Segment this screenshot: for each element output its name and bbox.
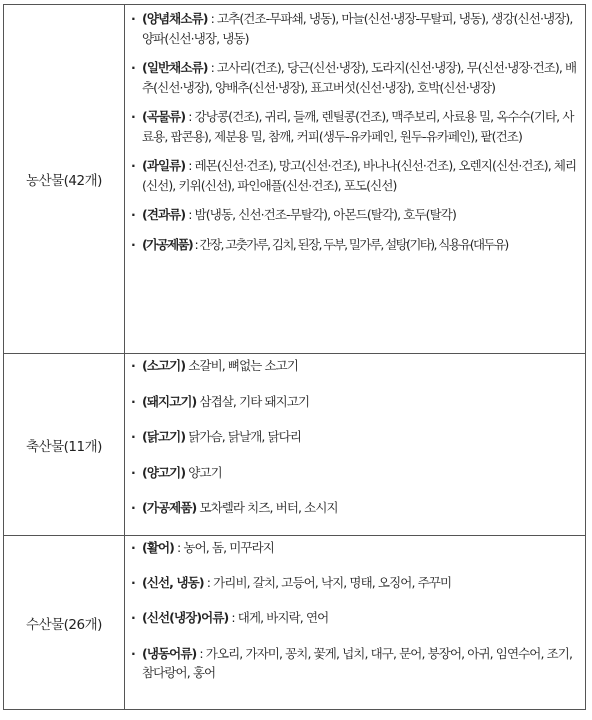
item-text [142, 463, 581, 483]
table-row-marine [4, 536, 586, 710]
table-row-livestock [4, 354, 586, 536]
bullet: · [131, 540, 135, 555]
import-items-table [3, 4, 586, 710]
item-value: : 간장, 고춧가루, 김치, 된장, 두부, 밀가루, 설탕(기타), 식용유(대두유) [192, 236, 508, 252]
item-key: (신선(냉장)어류) [142, 610, 229, 625]
item-value: 소갈비, 뼈없는 소고기 [185, 358, 299, 373]
list-item [131, 538, 581, 558]
item-key: (양고기) [142, 464, 186, 480]
item-text [142, 107, 581, 146]
list-item [131, 463, 581, 483]
list-item [131, 107, 581, 146]
bullet: · [131, 207, 135, 222]
item-value: : 가오리, 가자미, 꽁치, 꽃게, 넙치, 대구, 문어, 붕장어, 아귀, 임연수어, 조기, 참다랑어, 홍어 [142, 645, 573, 680]
item-key: (냉동어류) [142, 645, 197, 661]
item-text [142, 608, 581, 628]
item-text [142, 427, 581, 447]
items-cell [125, 536, 586, 710]
item-text [142, 156, 581, 195]
item-text [142, 235, 581, 255]
item-key: (양념채소류) [142, 11, 208, 26]
list-item [131, 427, 581, 447]
bullet: · [131, 645, 135, 661]
item-key: (활어) [142, 540, 174, 555]
bullet: · [131, 464, 135, 480]
list-item [131, 392, 581, 412]
item-key: (곡물류) [142, 109, 186, 124]
item-value: 모차렐라 치즈, 버터, 소시지 [196, 500, 338, 515]
items-cell [125, 354, 586, 536]
item-key: (닭고기) [142, 429, 186, 444]
item-text [142, 205, 581, 225]
bullet: · [131, 236, 135, 252]
item-value: : 강낭콩(건조), 귀리, 들깨, 렌틸콩(건조), 맥주보리, 사료용 밀, 옥수수(기타, 사료용, 팝콘용), 제분용 밀, 참깨, 커피(생두-유카페인, 원두-유카페인), 팥(건조) [142, 109, 574, 144]
item-key: (돼지고기) [142, 393, 197, 409]
bullet: · [131, 158, 135, 173]
item-value: : 농어, 돔, 미꾸라지 [173, 540, 274, 555]
item-value: : 가리비, 갈치, 고등어, 낙지, 명태, 오징어, 주꾸미 [203, 574, 452, 590]
item-text [142, 9, 581, 48]
list-item [131, 9, 581, 48]
item-text [142, 58, 581, 97]
bullet: · [131, 393, 135, 409]
category-cell: 축산물(11개) [4, 354, 125, 536]
item-key: (신선, 냉동) [142, 574, 204, 590]
item-value: 양고기 [185, 464, 222, 480]
item-text [142, 644, 581, 683]
item-value: : 고사리(건조), 당근(신선·냉장), 도라지(신선·냉장), 무(신선·냉장·건조), 배추(신선·냉장), 양배추(신선·냉장), 표고버섯(신선·냉장), 호박(신선·냉장) [142, 60, 577, 95]
item-key: (일반채소류) [142, 60, 208, 75]
bullet: · [131, 358, 135, 373]
item-value: : 레몬(신선·건조), 망고(신선·건조), 바나나(신선·건조), 오렌지(신선·건조), 체리(신선), 키위(신선), 파인애플(신선·건조), 포도(신선) [142, 158, 577, 193]
category-cell: 농산물(42개) [4, 5, 125, 354]
item-text [142, 392, 581, 412]
bullet: · [131, 574, 135, 590]
item-value: 삼겹살, 기타 돼지고기 [196, 393, 310, 409]
item-text [142, 573, 581, 593]
item-text [142, 498, 581, 518]
list-item [131, 498, 581, 518]
table-row-agricultural [4, 5, 586, 354]
list-item [131, 235, 581, 255]
item-value: : 밤(냉동, 신선·건조-무탈각), 아몬드(탈각), 호두(탈각) [185, 207, 456, 222]
list-item [131, 58, 581, 97]
item-text [142, 356, 581, 376]
item-value: 닭가슴, 닭날개, 닭다리 [185, 429, 302, 444]
item-key: (과일류) [142, 158, 186, 173]
bullet: · [131, 60, 135, 75]
item-key: (가공제품) [142, 236, 193, 252]
item-text [142, 538, 581, 558]
item-key: (견과류) [142, 207, 186, 222]
bullet: · [131, 11, 135, 26]
category-cell: 수산물(26개) [4, 536, 125, 710]
bullet: · [131, 429, 135, 444]
bullet: · [131, 109, 135, 124]
item-key: (가공제품) [142, 500, 197, 515]
items-cell [125, 5, 586, 354]
list-item [131, 156, 581, 195]
list-item [131, 644, 581, 683]
bullet: · [131, 500, 135, 515]
item-key: (소고기) [142, 358, 186, 373]
item-value: : 고추(건조-무파쇄, 냉동), 마늘(신선·냉장-무탈피, 냉동), 생강(신선·냉장), 양파(신선·냉장, 냉동) [142, 11, 573, 46]
list-item [131, 573, 581, 593]
list-item [131, 608, 581, 628]
bullet: · [131, 610, 135, 625]
item-value: : 대게, 바지락, 연어 [228, 610, 329, 625]
list-item [131, 205, 581, 225]
list-item [131, 356, 581, 376]
